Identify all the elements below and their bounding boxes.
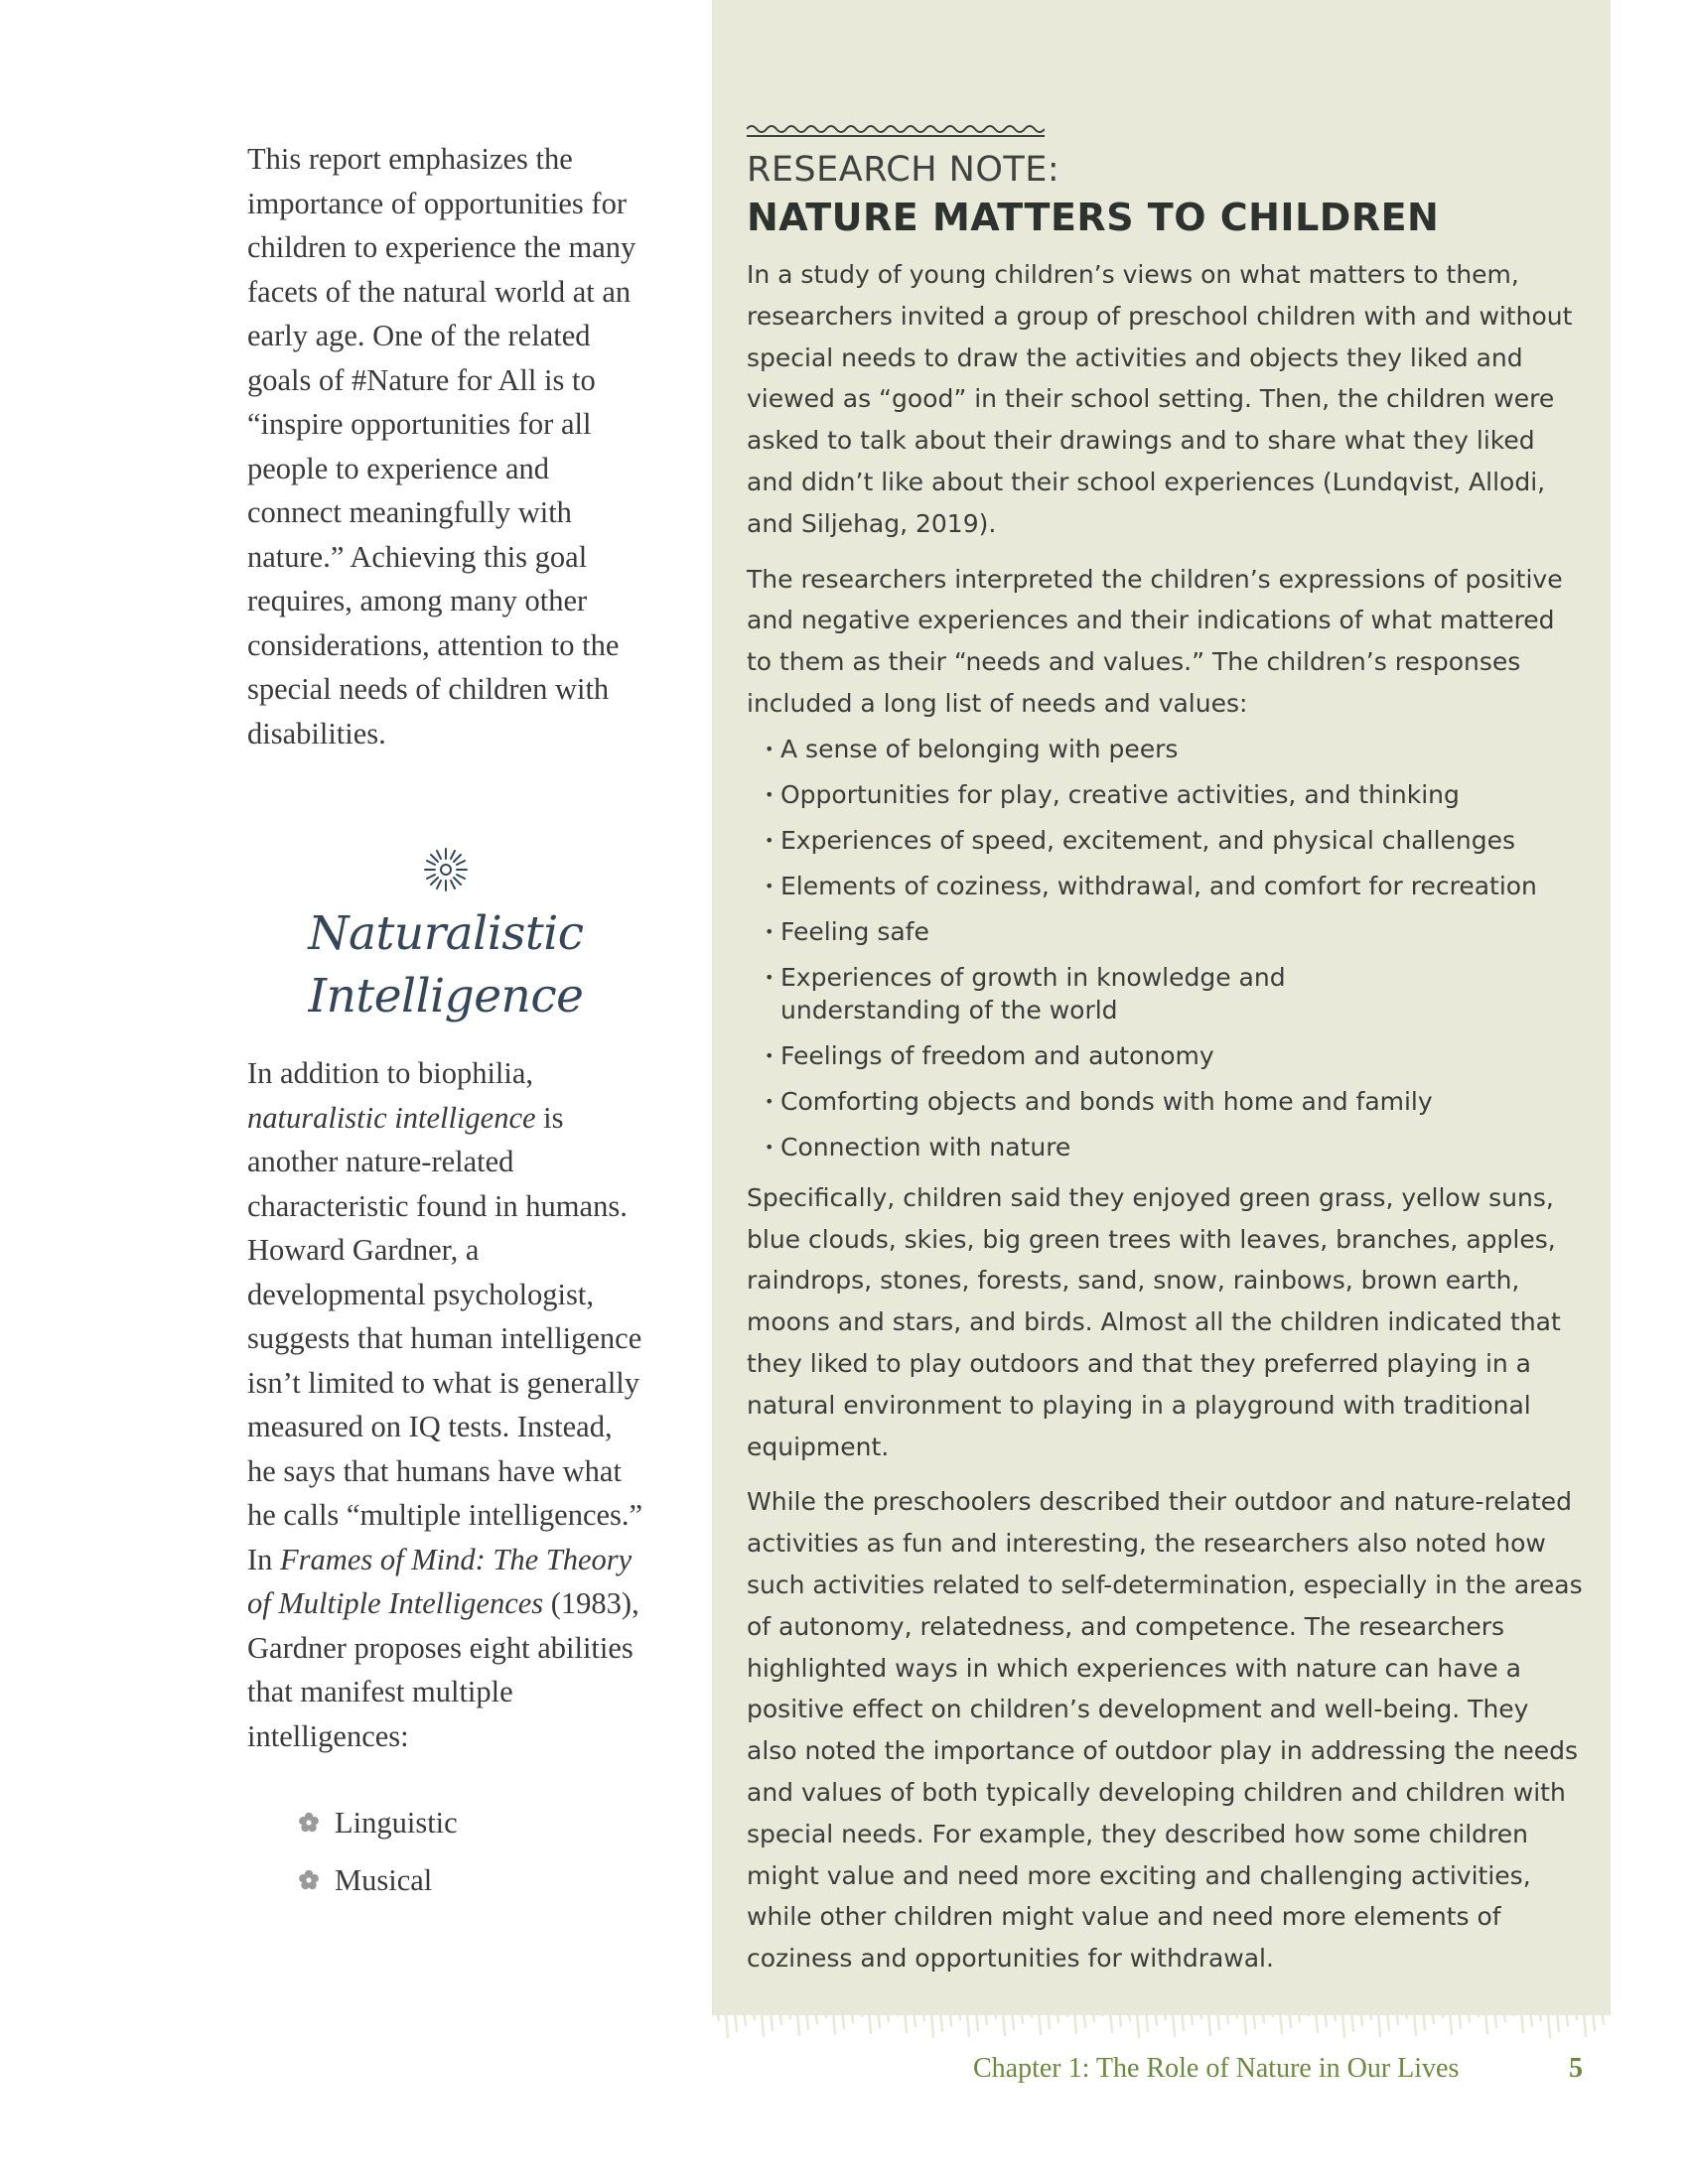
grass-blade (921, 2001, 924, 2020)
grass-blade (1154, 2001, 1157, 2025)
grass-blade (1431, 2001, 1434, 2023)
grass-blade (1520, 2001, 1523, 2032)
sun-ornament-icon (423, 847, 469, 892)
grass-blade (1216, 2001, 1219, 2029)
grass-blade (957, 2001, 960, 2019)
list-item: • Experiences of speed, excitement, and physical challenges (765, 824, 1586, 857)
grass-blade (1109, 2001, 1112, 2032)
grass-blade (966, 2001, 969, 2036)
grass-blade (796, 2001, 799, 2035)
grass-blade (1592, 2001, 1595, 2030)
grass-blade (895, 2001, 898, 2015)
grass-blade (984, 2001, 987, 2024)
research-note (747, 123, 1586, 1979)
list-item: • A sense of belonging with peers (765, 733, 1586, 765)
grass-blade (930, 2001, 933, 2037)
grass-blade (725, 2001, 728, 2037)
grass-blade (787, 2001, 790, 2018)
grass-blade (1279, 2001, 1282, 2033)
heading-line-2: Intelligence (308, 969, 584, 1024)
grass-blade (1583, 2001, 1586, 2036)
grass-blade (1574, 2001, 1577, 2019)
grass-blade (814, 2001, 817, 2023)
grass-blade (832, 2001, 835, 2034)
term-naturalistic-intelligence: naturalistic intelligence (247, 1100, 536, 1135)
grass-blade (841, 2001, 844, 2028)
list-item: • Feelings of freedom and autonomy (765, 1039, 1586, 1072)
heading-line-1: Naturalistic (308, 906, 584, 961)
grass-fringe-icon (712, 2001, 1611, 2047)
footer-chapter-title: Chapter 1: The Role of Nature in Our Lives (973, 2053, 1460, 2084)
grass-blade (1413, 2001, 1416, 2035)
grass-blade (1306, 2001, 1309, 2015)
grass-blade (1190, 2001, 1193, 2024)
grass-blade (1288, 2001, 1291, 2027)
note-paragraph-2: The researchers interpreted the children’s expressions of positive and negative experiences and their indications of what mattered to them as their “needs and values.” The children’s responses included a long list of needs and values: (747, 564, 1563, 718)
grass-blade (1056, 2001, 1058, 2022)
grass-blade (975, 2001, 978, 2030)
grass-blade (1377, 2001, 1380, 2036)
grass-blade (1556, 2001, 1559, 2031)
grass-blade (1082, 2001, 1085, 2027)
grass-blade (1198, 2001, 1201, 2018)
intelligence-label: Musical (335, 1863, 433, 1897)
grass-blade (1002, 2001, 1005, 2035)
list-item: • Comforting objects and bonds with home and family (765, 1085, 1586, 1118)
grass-blade (1100, 2001, 1103, 2015)
grass-blade (1029, 2001, 1032, 2017)
grass-blade (1127, 2001, 1130, 2020)
grass-blade (1565, 2001, 1568, 2025)
grass-blade (1449, 2001, 1452, 2034)
grass-blade (1610, 2001, 1611, 2018)
grass-blade (1270, 2001, 1273, 2016)
grass-blade (752, 2001, 755, 2019)
grass-blade (1234, 2001, 1237, 2017)
grass-blade (1181, 2001, 1184, 2030)
grass-blade (1529, 2001, 1532, 2026)
grass-blade (859, 2001, 862, 2016)
grass-blade (1422, 2001, 1425, 2029)
grass-blade (1163, 2001, 1166, 2019)
intro-paragraph: This report emphasizes the importance of opportunities for children to experience the many facets of the natural world at an early age. One of the related goals of #Nature for All is to “inspire opportunities for all people to experience and connect meaningfully with nature.” Achieving this goal requires, among many other considerations, attention to the special needs of children with disabilities. (247, 142, 636, 751)
grass-blade (1547, 2001, 1550, 2037)
grass-blade (1118, 2001, 1121, 2026)
grass-blade (1047, 2001, 1050, 2028)
needs-list (765, 733, 1586, 1163)
list-item: • Opportunities for play, creative activities, and thinking (765, 778, 1586, 811)
grass-blade (1502, 2001, 1505, 2021)
grass-blade (1172, 2001, 1175, 2036)
grass-blade (913, 2001, 916, 2026)
intelligence-list (297, 1794, 644, 1909)
list-item (297, 1794, 644, 1851)
grass-blade (877, 2001, 880, 2027)
grass-blade (716, 2001, 719, 2020)
grass-blade (1404, 2001, 1407, 2018)
note-paragraph-4: While the preschoolers described their outdoor and nature-related activities as fun and interesting, the researchers also noted how such activities related to self-determination, especially in the areas of autonomy, relatedness, and competence. The researchers highlighted ways in which experiences with nature can have a positive effect on children’s development and well-being. They also noted the importance of outdoor play in addressing the needs and values of both typically developing children and children with special needs. For example, they described how some children might value and need more exciting and challenging activities, while other children might value and need more elements of coziness and opportunities for withdrawal. (747, 1487, 1583, 1974)
grass-blade (993, 2001, 996, 2018)
grass-blade (1315, 2001, 1318, 2032)
grass-blade (1368, 2001, 1371, 2019)
grass-blade (805, 2001, 808, 2029)
left-column (247, 137, 644, 1909)
grass-blade (1359, 2001, 1362, 2025)
note-paragraph-3: Specifically, children said they enjoyed green grass, yellow suns, blue clouds, skies, big green trees with leaves, branches, apples, raindrops, stones, forests, sand, snow, rainbows, brown earth, moons and stars, and birds. Almost all the children indicated that they liked to play outdoors and that they preferred playing in a natural environment to playing in a playground with traditional equipment. (747, 1182, 1561, 1461)
grass-blade (1538, 2001, 1541, 2020)
grass-blade (1493, 2001, 1496, 2027)
grass-blade (1207, 2001, 1210, 2035)
grass-blade (1020, 2001, 1023, 2023)
intelligence-paragraph: In addition to biophilia, naturalistic intelligence is another nature-related characteristic found in humans. Howard Gardner, a developmental psychologist, suggests that human intelligence isn’t limited to what is generally measured on IQ tests. Instead, he says that humans have what he calls “multiple intelligences.” In Frames of Mind: The Theory of Multiple Intelligences (1983), Gardner proposes eight abilities that manifest multiple intelligences: (247, 1056, 643, 1753)
flower-bullet-icon (297, 1868, 321, 1892)
note-paragraph-1: In a study of young children’s views on what matters to them, researchers invited a group of preschool children with and without special needs to draw the activities and objects they liked and viewed as “good” in their school setting. Then, the children were asked to talk about their drawings and to share what they liked and didn’t like about their school experiences (Lundqvist, Allodi, and Siljehag, 2019). (747, 260, 1573, 538)
research-note-label: RESEARCH NOTE: (747, 150, 1060, 190)
grass-blade (1440, 2001, 1443, 2017)
list-item: • Elements of coziness, withdrawal, and comfort for recreation (765, 870, 1586, 902)
grass-blade (1136, 2001, 1139, 2037)
grass-blade (1511, 2001, 1514, 2015)
grass-blade (1243, 2001, 1246, 2034)
grass-blade (1038, 2001, 1041, 2034)
grass-blade (904, 2001, 907, 2032)
grass-blade (948, 2001, 951, 2025)
grass-blade (823, 2001, 826, 2017)
grass-blade (1458, 2001, 1461, 2028)
grass-blade (939, 2001, 942, 2031)
book-title: Frames of Mind: The Theory of Multiple Intelligences (247, 1542, 633, 1620)
grass-blade (1225, 2001, 1228, 2023)
list-item: • Connection with nature (765, 1131, 1586, 1163)
grass-blade (743, 2001, 746, 2025)
grass-blade (1145, 2001, 1148, 2031)
grass-blade (886, 2001, 889, 2021)
grass-blade (1073, 2001, 1076, 2033)
grass-blade (770, 2001, 773, 2030)
grass-blade (1395, 2001, 1398, 2024)
grass-blade (1601, 2001, 1604, 2024)
grass-blade (1297, 2001, 1300, 2021)
wave-line-icon (747, 123, 1045, 139)
intelligence-label: Linguistic (335, 1806, 458, 1840)
list-item: • Feeling safe (765, 915, 1586, 948)
grass-blade (1252, 2001, 1255, 2028)
grass-blade (1011, 2001, 1014, 2029)
page-number: 5 (1569, 2053, 1583, 2084)
grass-blade (1467, 2001, 1470, 2022)
research-note-title: NATURE MATTERS TO CHILDREN (747, 196, 1440, 239)
grass-blade (1261, 2001, 1264, 2022)
grass-blade (778, 2001, 781, 2024)
flower-bullet-icon (297, 1811, 321, 1835)
grass-blade (1476, 2001, 1479, 2016)
list-item: • Experiences of growth in knowledge and understanding of the world (765, 961, 1456, 1026)
grass-blade (1484, 2001, 1487, 2033)
section-heading (247, 902, 644, 1027)
grass-blade (1324, 2001, 1327, 2026)
grass-blade (1350, 2001, 1353, 2031)
grass-blade (734, 2001, 737, 2031)
grass-blade (1091, 2001, 1094, 2021)
grass-blade (850, 2001, 853, 2022)
grass-blade (761, 2001, 764, 2036)
grass-blade (868, 2001, 871, 2033)
grass-blade (1386, 2001, 1389, 2030)
grass-blade (1064, 2001, 1067, 2016)
grass-blade (1341, 2001, 1344, 2037)
grass-blade (1333, 2001, 1336, 2020)
list-item (297, 1851, 644, 1909)
